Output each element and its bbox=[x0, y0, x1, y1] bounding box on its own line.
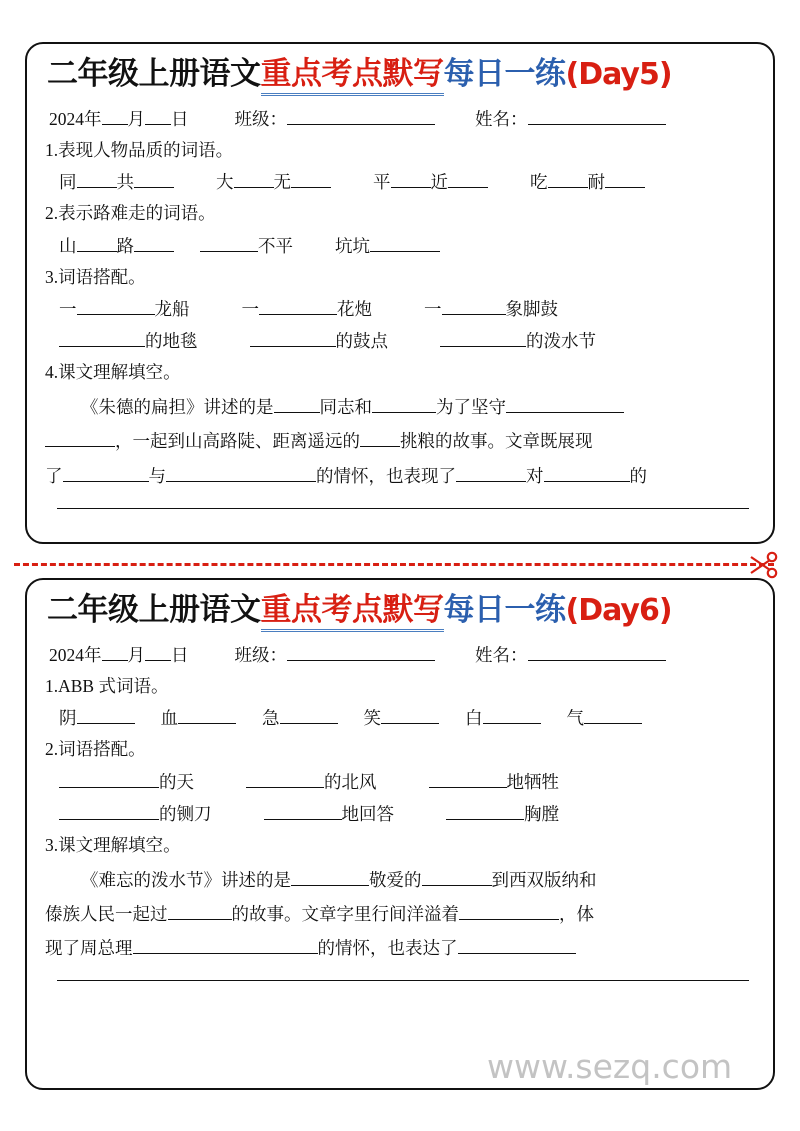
question-prompt: 课文理解填空。 bbox=[58, 834, 181, 855]
answer-char: 同 bbox=[59, 172, 77, 193]
collocation-suffix: 花炮 bbox=[337, 298, 372, 319]
paragraph-text: ，一起到山高路陡、距离遥远的 bbox=[115, 431, 360, 452]
paragraph-text: 对 bbox=[526, 465, 544, 486]
question-number: 3. bbox=[45, 266, 59, 287]
answer-blank[interactable] bbox=[446, 801, 524, 820]
date-year-unit: 年 bbox=[84, 644, 102, 665]
answer-blank[interactable] bbox=[381, 705, 439, 724]
date-month-unit: 月 bbox=[127, 644, 145, 665]
answer-char: 白 bbox=[465, 708, 483, 729]
answer-blank[interactable] bbox=[259, 296, 337, 315]
answer-blank[interactable] bbox=[246, 768, 324, 787]
collocation-suffix: 胸膛 bbox=[524, 803, 559, 824]
answer-char: 气 bbox=[566, 708, 584, 729]
question-2-label-day6 bbox=[45, 736, 759, 761]
answer-item[interactable] bbox=[161, 705, 237, 730]
paragraph-text: 《难忘的泼水节》讲述的是 bbox=[81, 869, 291, 890]
worksheet-card-day6 bbox=[25, 578, 775, 1090]
answer-char: 近 bbox=[430, 172, 448, 193]
collocation-item[interactable] bbox=[429, 768, 560, 793]
collocation-suffix: 的地毯 bbox=[145, 331, 198, 352]
collocation-item[interactable] bbox=[59, 296, 190, 321]
date-day-blank[interactable] bbox=[145, 641, 171, 660]
class-label: 班级： bbox=[234, 108, 287, 129]
answer-blank[interactable] bbox=[77, 296, 155, 315]
question-3-label-day6 bbox=[45, 832, 759, 857]
answer-blank[interactable] bbox=[59, 801, 159, 820]
paragraph-line bbox=[45, 931, 759, 965]
collocation-suffix: 的泼水节 bbox=[526, 331, 596, 352]
meta-row-day5 bbox=[49, 105, 759, 130]
answer-char: 不平 bbox=[258, 235, 293, 256]
answer-blank[interactable] bbox=[264, 801, 342, 820]
worksheet-title-day6 bbox=[47, 593, 759, 632]
question-3-row1-day5 bbox=[59, 296, 759, 321]
question-prompt: 课文理解填空。 bbox=[58, 362, 181, 383]
question-prompt: 词语搭配。 bbox=[58, 739, 146, 760]
paragraph-text: 《朱德的扁担》讲述的是 bbox=[81, 397, 274, 418]
answer-char: 大 bbox=[216, 172, 234, 193]
paragraph-text: 现了周总理 bbox=[45, 938, 133, 959]
collocation-item[interactable] bbox=[440, 328, 596, 353]
question-3-row2-day5 bbox=[59, 328, 759, 353]
answer-blank[interactable] bbox=[63, 462, 149, 481]
answer-blank[interactable] bbox=[280, 705, 338, 724]
answer-blank[interactable] bbox=[59, 328, 145, 347]
collocation-item[interactable] bbox=[59, 801, 212, 826]
collocation-item[interactable] bbox=[246, 768, 377, 793]
name-label: 姓名： bbox=[475, 644, 528, 665]
date-day-unit: 日 bbox=[171, 644, 189, 665]
answer-item[interactable] bbox=[216, 169, 331, 194]
name-field[interactable] bbox=[475, 641, 666, 666]
collocation-item[interactable] bbox=[250, 328, 389, 353]
paragraph-line bbox=[45, 863, 759, 897]
answer-item[interactable] bbox=[200, 232, 293, 257]
answer-item[interactable] bbox=[59, 232, 174, 257]
date-month-blank[interactable] bbox=[102, 105, 128, 124]
paragraph-text: 到西双版纳和 bbox=[491, 869, 597, 890]
answer-item[interactable] bbox=[59, 705, 135, 730]
paragraph-text: 与 bbox=[148, 465, 166, 486]
paragraph-text: ，体 bbox=[559, 904, 594, 925]
answer-blank[interactable] bbox=[250, 328, 336, 347]
collocation-suffix: 的铡刀 bbox=[159, 803, 212, 824]
answer-blank[interactable] bbox=[448, 169, 488, 188]
answer-blank[interactable] bbox=[291, 169, 331, 188]
answer-blank[interactable] bbox=[429, 768, 507, 787]
answer-blank[interactable] bbox=[134, 232, 174, 251]
cut-line bbox=[14, 563, 774, 566]
date-field[interactable] bbox=[49, 641, 189, 666]
class-field[interactable] bbox=[235, 641, 436, 666]
collocation-suffix: 地回答 bbox=[341, 803, 394, 824]
title-day-badge: (Day6) bbox=[565, 593, 672, 628]
question-1-label-day6 bbox=[45, 673, 759, 698]
answer-blank[interactable] bbox=[442, 296, 506, 315]
answer-blank[interactable] bbox=[391, 169, 431, 188]
date-year: 2024 bbox=[49, 644, 84, 665]
answer-char: 路 bbox=[116, 235, 134, 256]
collocation-item[interactable] bbox=[59, 768, 194, 793]
question-prompt: 表现人物品质的词语。 bbox=[58, 139, 234, 160]
question-2-label-day5 bbox=[45, 200, 759, 225]
question-2-answers-day5 bbox=[59, 232, 759, 257]
question-number: 3. bbox=[45, 834, 59, 855]
paragraph-line bbox=[45, 459, 759, 493]
paragraph-text: 同志和 bbox=[319, 397, 372, 418]
meta-row-day6 bbox=[49, 641, 759, 666]
collocation-suffix: 的北风 bbox=[324, 771, 377, 792]
answer-blank[interactable] bbox=[274, 394, 320, 413]
answer-char: 吃 bbox=[530, 172, 548, 193]
title-highlight: 重点考点默写 bbox=[261, 594, 444, 632]
answer-blank[interactable] bbox=[134, 169, 174, 188]
answer-item[interactable] bbox=[567, 705, 643, 730]
answer-blank[interactable] bbox=[45, 428, 115, 447]
answer-blank[interactable] bbox=[422, 867, 492, 886]
answer-blank[interactable] bbox=[605, 169, 645, 188]
answer-char: 耐 bbox=[587, 172, 605, 193]
date-day-blank[interactable] bbox=[145, 105, 171, 124]
answer-blank[interactable] bbox=[459, 901, 559, 920]
answer-char: 笑 bbox=[363, 708, 381, 729]
answer-blank[interactable] bbox=[584, 705, 642, 724]
question-number: 4. bbox=[45, 362, 59, 383]
answer-blank[interactable] bbox=[456, 462, 526, 481]
question-2-row1-day6 bbox=[59, 768, 759, 793]
answer-blank[interactable] bbox=[133, 935, 318, 954]
title-day-badge: (Day5) bbox=[565, 57, 672, 92]
paragraph-text: 敬爱的 bbox=[369, 869, 422, 890]
answer-item[interactable] bbox=[364, 705, 440, 730]
answer-char: 无 bbox=[273, 172, 291, 193]
answer-blank[interactable] bbox=[168, 901, 232, 920]
answer-blank[interactable] bbox=[483, 705, 541, 724]
answer-item[interactable] bbox=[335, 232, 440, 257]
answer-blank[interactable] bbox=[291, 867, 369, 886]
answer-char: 平 bbox=[373, 172, 391, 193]
answer-blank[interactable] bbox=[506, 394, 624, 413]
answer-item[interactable] bbox=[465, 705, 541, 730]
question-prompt: ABB 式词语。 bbox=[58, 675, 169, 696]
collocation-suffix: 象脚鼓 bbox=[505, 298, 558, 319]
date-year: 2024 bbox=[49, 108, 84, 129]
site-watermark: www.sezq.com bbox=[487, 1047, 733, 1086]
answer-item[interactable] bbox=[59, 169, 174, 194]
question-1-label-day5 bbox=[45, 137, 759, 162]
answer-blank[interactable] bbox=[360, 428, 400, 447]
paragraph-line bbox=[45, 424, 759, 458]
paragraph-text: 的情怀，也表现了 bbox=[316, 465, 456, 486]
answer-blank[interactable] bbox=[234, 169, 274, 188]
question-2-row2-day6 bbox=[59, 801, 759, 826]
answer-blank[interactable] bbox=[544, 462, 630, 481]
answer-char: 共 bbox=[116, 172, 134, 193]
collocation-suffix: 龙船 bbox=[154, 298, 190, 319]
answer-blank[interactable] bbox=[166, 462, 316, 481]
name-blank[interactable] bbox=[528, 641, 666, 660]
trailing-answer-rule[interactable] bbox=[57, 979, 749, 981]
question-number: 2. bbox=[45, 739, 59, 760]
collocation-prefix: 一 bbox=[59, 298, 77, 319]
class-blank[interactable] bbox=[287, 641, 435, 660]
paragraph-text: 的情怀，也表达了 bbox=[317, 938, 458, 959]
question-4-paragraph-day5 bbox=[45, 390, 759, 492]
date-year-unit: 年 bbox=[84, 108, 102, 129]
answer-blank[interactable] bbox=[548, 169, 588, 188]
worksheet-title-day5 bbox=[47, 57, 759, 96]
title-subject: 二年级上册语文 bbox=[47, 56, 261, 92]
paragraph-text: 的 bbox=[629, 465, 647, 486]
answer-blank[interactable] bbox=[77, 232, 117, 251]
collocation-item[interactable] bbox=[446, 801, 559, 826]
answer-item[interactable] bbox=[373, 169, 488, 194]
question-prompt: 表示路难走的词语。 bbox=[58, 203, 216, 224]
worksheet-card-day5 bbox=[25, 42, 775, 544]
answer-blank[interactable] bbox=[178, 705, 236, 724]
answer-blank[interactable] bbox=[370, 232, 440, 251]
paragraph-text: 为了坚守 bbox=[436, 397, 506, 418]
name-label: 姓名： bbox=[475, 108, 528, 129]
question-3-label-day5 bbox=[45, 264, 759, 289]
collocation-item[interactable] bbox=[242, 296, 373, 321]
collocation-suffix: 地牺牲 bbox=[506, 771, 559, 792]
collocation-item[interactable] bbox=[264, 801, 395, 826]
collocation-suffix: 的鼓点 bbox=[335, 331, 388, 352]
date-month-unit: 月 bbox=[127, 108, 145, 129]
collocation-item[interactable] bbox=[59, 328, 198, 353]
collocation-prefix: 一 bbox=[241, 298, 259, 319]
answer-blank[interactable] bbox=[77, 169, 117, 188]
answer-char: 阴 bbox=[59, 708, 77, 729]
answer-blank[interactable] bbox=[372, 394, 436, 413]
collocation-suffix: 的天 bbox=[159, 771, 194, 792]
class-field[interactable] bbox=[235, 105, 436, 130]
name-blank[interactable] bbox=[528, 105, 666, 124]
answer-blank[interactable] bbox=[458, 935, 576, 954]
paragraph-text: 了 bbox=[45, 465, 63, 486]
question-4-label-day5 bbox=[45, 359, 759, 384]
class-blank[interactable] bbox=[287, 105, 435, 124]
question-number: 1. bbox=[45, 675, 59, 696]
collocation-prefix: 一 bbox=[424, 298, 442, 319]
paragraph-text: 傣族人民一起过 bbox=[45, 904, 168, 925]
question-1-answers-day5 bbox=[59, 169, 759, 194]
title-subject: 二年级上册语文 bbox=[47, 592, 261, 628]
question-number: 1. bbox=[45, 139, 59, 160]
trailing-answer-rule[interactable] bbox=[57, 507, 749, 509]
answer-blank[interactable] bbox=[440, 328, 526, 347]
question-prompt: 词语搭配。 bbox=[58, 266, 146, 287]
paragraph-text: 挑粮的故事。文章既展现 bbox=[400, 431, 593, 452]
question-number: 2. bbox=[45, 203, 59, 224]
date-day-unit: 日 bbox=[171, 108, 189, 129]
collocation-item[interactable] bbox=[424, 296, 558, 321]
date-month-blank[interactable] bbox=[102, 641, 128, 660]
answer-char: 血 bbox=[160, 708, 178, 729]
paragraph-line bbox=[45, 897, 759, 931]
answer-blank[interactable] bbox=[59, 768, 159, 787]
title-practice: 每日一练 bbox=[443, 56, 566, 92]
paragraph-line bbox=[45, 390, 759, 424]
date-field[interactable] bbox=[49, 105, 189, 130]
answer-char: 急 bbox=[262, 708, 280, 729]
paragraph-text: 的故事。文章字里行间洋溢着 bbox=[231, 904, 459, 925]
class-label: 班级： bbox=[234, 644, 287, 665]
title-practice: 每日一练 bbox=[443, 592, 566, 628]
answer-item[interactable] bbox=[262, 705, 338, 730]
answer-char: 山 bbox=[59, 235, 77, 256]
answer-blank[interactable] bbox=[200, 232, 258, 251]
answer-char: 坑坑 bbox=[335, 235, 370, 256]
answer-item[interactable] bbox=[530, 169, 645, 194]
title-highlight: 重点考点默写 bbox=[261, 58, 444, 96]
question-1-answers-day6 bbox=[59, 705, 759, 730]
scissors-icon bbox=[748, 548, 782, 582]
question-3-paragraph-day6 bbox=[45, 863, 759, 965]
name-field[interactable] bbox=[475, 105, 666, 130]
answer-blank[interactable] bbox=[77, 705, 135, 724]
